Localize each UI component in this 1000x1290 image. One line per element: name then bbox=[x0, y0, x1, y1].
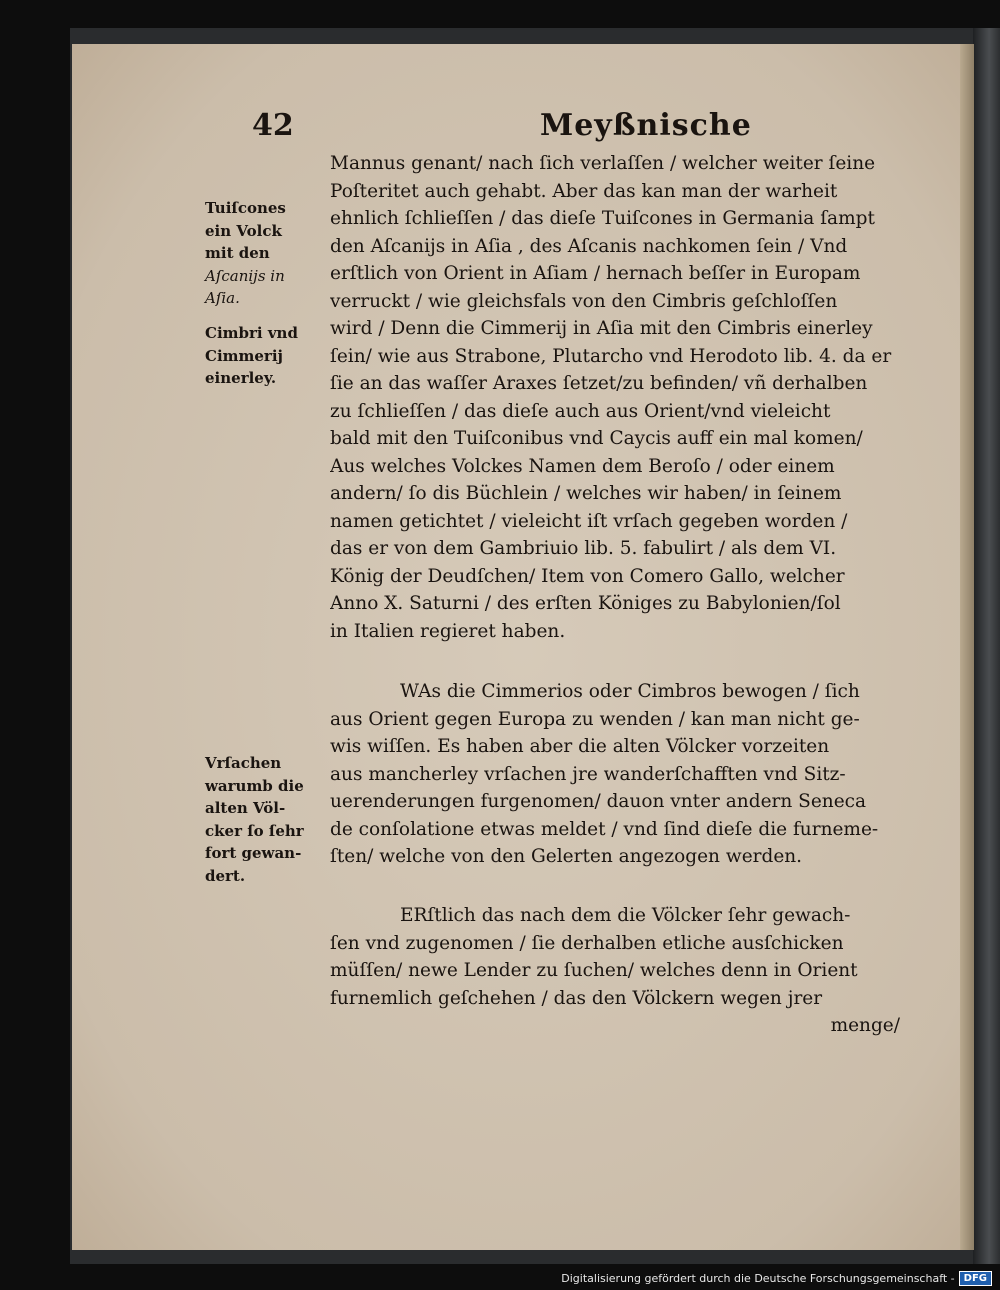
margin-note bbox=[205, 322, 325, 390]
margin-note-line: warumb die bbox=[205, 776, 304, 795]
text-line: andern/ ſo dis Büchlein / welches wir haben/ in ſeinem bbox=[330, 483, 842, 504]
text-line: müſſen/ newe Lender zu ſuchen/ welches denn in Orient bbox=[330, 960, 858, 981]
text-line: ſie an das waſſer Araxes ſetzet/zu befinden/ vñ derhalben bbox=[330, 373, 868, 394]
paragraph bbox=[330, 902, 900, 1040]
digitization-credit bbox=[561, 1270, 992, 1286]
text-line: in Italien regieret haben. bbox=[330, 620, 566, 642]
margin-note-line: Vrſachen bbox=[205, 754, 282, 772]
margin-note-line: fort gewan- bbox=[205, 844, 302, 862]
credit-text: Digitalisierung gefördert durch die Deutsche Forschungsgemeinschaft - bbox=[561, 1271, 955, 1285]
margin-note-line: Cimbri vnd bbox=[205, 324, 298, 342]
text-line: erſtlich von Orient in Aſiam / hernach beſſer in Europam bbox=[330, 263, 861, 284]
page-edge bbox=[960, 44, 974, 1250]
margin-note-line: Tuiſcones bbox=[205, 199, 286, 217]
running-title: Meyßnische bbox=[540, 108, 752, 143]
text-line: zu ſchlieſſen / das dieſe auch aus Orient/vnd vieleicht bbox=[330, 400, 831, 422]
text-line: namen getichtet / vieleicht iſt vrſach gegeben worden / bbox=[330, 510, 848, 532]
text-line: ſein/ wie aus Strabone, Plutarcho vnd Herodoto lib. 4. da er bbox=[330, 345, 892, 367]
text-line: Mannus genant/ nach ſich verlaſſen / welcher weiter ſeine bbox=[330, 153, 876, 174]
text-line: de conſolatione etwas meldet / vnd ſind dieſe die furneme- bbox=[330, 818, 879, 840]
margin-note-line: cker ſo ſehr bbox=[205, 821, 304, 840]
text-line: ſen vnd zugenomen / ſie derhalben etliche ausſchicken bbox=[330, 932, 844, 954]
text-line: bald mit den Tuiſconibus vnd Caycis auff ein mal komen/ bbox=[330, 428, 863, 449]
margin-note bbox=[205, 752, 325, 887]
text-line: verruckt / wie gleichsfals von den Cimbris geſchloſſen bbox=[330, 290, 838, 312]
text-line: ſten/ welche von den Gelerten angezogen werden. bbox=[330, 846, 803, 867]
paragraph bbox=[330, 150, 900, 645]
text-line: aus Orient gegen Europa zu wenden / kan man nicht ge- bbox=[330, 708, 860, 730]
paragraph bbox=[330, 678, 900, 871]
text-line: König der Deudſchen/ Item von Comero Gallo, welcher bbox=[330, 565, 845, 587]
margin-note-line: alten Völ- bbox=[205, 799, 286, 817]
dfg-logo: DFG bbox=[959, 1271, 992, 1286]
book-spine-edge bbox=[973, 28, 1000, 1264]
page-header bbox=[0, 108, 1000, 148]
margin-note-line: mit den bbox=[205, 244, 270, 262]
text-line: Poſteritet auch gehabt. Aber das kan man der warheit bbox=[330, 180, 838, 202]
margin-note-line: ein Volck bbox=[205, 221, 282, 240]
text-line: ERſtlich das nach dem die Völcker ſehr gewach- bbox=[400, 905, 851, 926]
margin-note-line: einerley. bbox=[205, 369, 277, 387]
text-line: furnemlich geſchehen / das den Völckern wegen jrer bbox=[330, 987, 823, 1009]
text-line: den Aſcanijs in Aſia , des Aſcanis nachkomen ſein / Vnd bbox=[330, 235, 848, 257]
text-line: ehnlich ſchlieſſen / das dieſe Tuiſcones in Germania ſampt bbox=[330, 208, 875, 229]
text-line: Anno X. Saturni / des erſten Königes zu Babylonien/ſol bbox=[330, 593, 841, 614]
catchword: menge/ bbox=[830, 1015, 900, 1036]
page-number: 42 bbox=[252, 108, 294, 143]
text-line: uerenderungen furgenomen/ dauon vnter andern Seneca bbox=[330, 791, 867, 812]
text-line: wird / Denn die Cimmerij in Aſia mit den Cimbris einerley bbox=[330, 318, 873, 339]
margin-note-line: Aſia. bbox=[205, 289, 240, 307]
margin-note-line: Aſcanijs in bbox=[205, 266, 285, 285]
text-line: aus mancherley vrſachen jre wanderſchafften vnd Sitz- bbox=[330, 763, 846, 785]
margin-note-line: dert. bbox=[205, 866, 246, 885]
text-line: das er von dem Gambriuio lib. 5. fabulirt / als dem VI. bbox=[330, 538, 837, 559]
text-line: Aus welches Volckes Namen dem Beroſo / oder einem bbox=[330, 455, 835, 477]
text-line: wis wiſſen. Es haben aber die alten Völcker vorzeiten bbox=[330, 736, 830, 757]
margin-note-line: Cimmerij bbox=[205, 346, 283, 365]
margin-note bbox=[205, 197, 325, 310]
text-line: WAs die Cimmerios oder Cimbros bewogen / ſich bbox=[400, 681, 860, 702]
